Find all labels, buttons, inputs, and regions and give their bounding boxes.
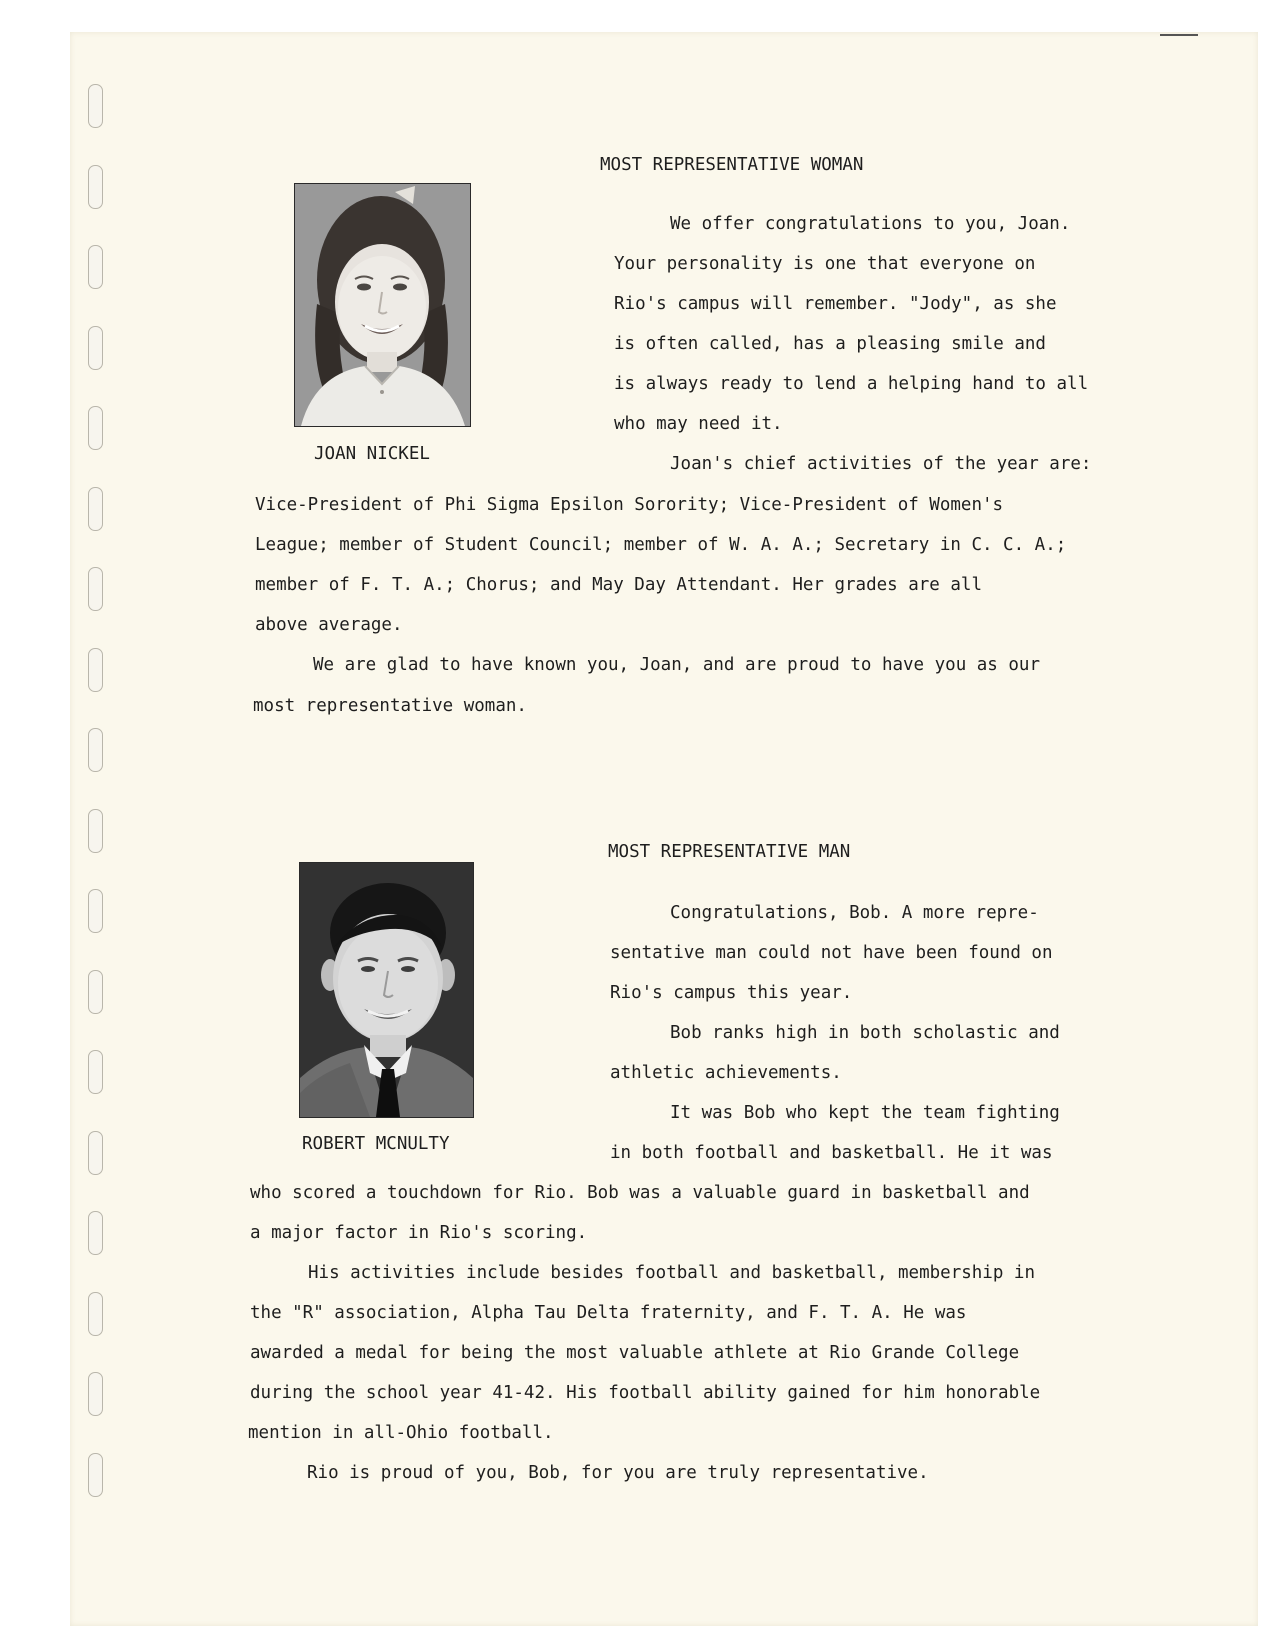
binder-hole (88, 245, 103, 289)
woman-paragraph-line: who may need it. (614, 414, 783, 434)
binder-hole (88, 1453, 103, 1497)
man-paragraph-line: in both football and basketball. He it was (610, 1143, 1053, 1163)
man-paragraph-line: Rio's campus this year. (610, 983, 853, 1003)
binder-hole (88, 970, 103, 1014)
woman-paragraph-line: We are glad to have known you, Joan, and are proud to have you as our (313, 655, 1040, 675)
man-paragraph-line: mention in all-Ohio football. (248, 1423, 554, 1443)
woman-paragraph-line: most representative woman. (253, 696, 527, 716)
binder-hole (88, 1372, 103, 1416)
binder-hole (88, 1050, 103, 1094)
woman-paragraph-line: above average. (255, 615, 403, 635)
joan-nickel-portrait (294, 183, 471, 427)
man-heading: MOST REPRESENTATIVE MAN (608, 842, 851, 862)
man-paragraph-line: It was Bob who kept the team fighting (670, 1103, 1060, 1123)
binder-hole (88, 567, 103, 611)
binder-hole (88, 728, 103, 772)
man-paragraph-line: athletic achievements. (610, 1063, 842, 1083)
binder-hole (88, 84, 103, 128)
binder-hole (88, 809, 103, 853)
woman-paragraph-line: Your personality is one that everyone on (614, 254, 1036, 274)
man-paragraph-line: who scored a touchdown for Rio. Bob was a valuable guard in basketball and (250, 1183, 1030, 1203)
binder-hole (88, 326, 103, 370)
binder-hole (88, 165, 103, 209)
woman-heading: MOST REPRESENTATIVE WOMAN (600, 155, 864, 175)
woman-paragraph-line: is often called, has a pleasing smile and (614, 334, 1046, 354)
man-paragraph-line: His activities include besides football and basketball, membership in (308, 1263, 1035, 1283)
man-paragraph-line: Bob ranks high in both scholastic and (670, 1023, 1060, 1043)
woman-paragraph-line: Vice-President of Phi Sigma Epsilon Sorority; Vice-President of Women's (255, 495, 1004, 515)
woman-paragraph-line: League; member of Student Council; member of W. A. A.; Secretary in C. C. A.; (255, 535, 1067, 555)
top-corner-rule (1160, 34, 1198, 36)
binder-hole (88, 889, 103, 933)
man-paragraph-line: the "R" association, Alpha Tau Delta fraternity, and F. T. A. He was (250, 1303, 967, 1323)
binder-hole (88, 406, 103, 450)
man-paragraph-line: sentative man could not have been found on (610, 943, 1053, 963)
binder-hole (88, 648, 103, 692)
woman-paragraph-line: Rio's campus will remember. "Jody", as she (614, 294, 1057, 314)
man-paragraph-line: awarded a medal for being the most valuable athlete at Rio Grande College (250, 1343, 1020, 1363)
binder-hole (88, 1211, 103, 1255)
woman-caption: JOAN NICKEL (314, 444, 430, 464)
man-paragraph-line: Rio is proud of you, Bob, for you are truly representative. (307, 1463, 929, 1483)
woman-paragraph-line: member of F. T. A.; Chorus; and May Day Attendant. Her grades are all (255, 575, 982, 595)
binder-hole (88, 1292, 103, 1336)
binder-hole (88, 487, 103, 531)
man-paragraph-line: a major factor in Rio's scoring. (250, 1223, 588, 1243)
man-paragraph-line: during the school year 41-42. His football ability gained for him honorable (250, 1383, 1041, 1403)
woman-paragraph-line: Joan's chief activities of the year are: (670, 454, 1092, 474)
man-caption: ROBERT MCNULTY (302, 1134, 450, 1154)
woman-paragraph-line: We offer congratulations to you, Joan. (670, 214, 1071, 234)
binder-hole (88, 1131, 103, 1175)
man-paragraph-line: Congratulations, Bob. A more repre- (670, 903, 1039, 923)
woman-paragraph-line: is always ready to lend a helping hand to all (614, 374, 1089, 394)
robert-mcnulty-portrait (299, 862, 474, 1118)
